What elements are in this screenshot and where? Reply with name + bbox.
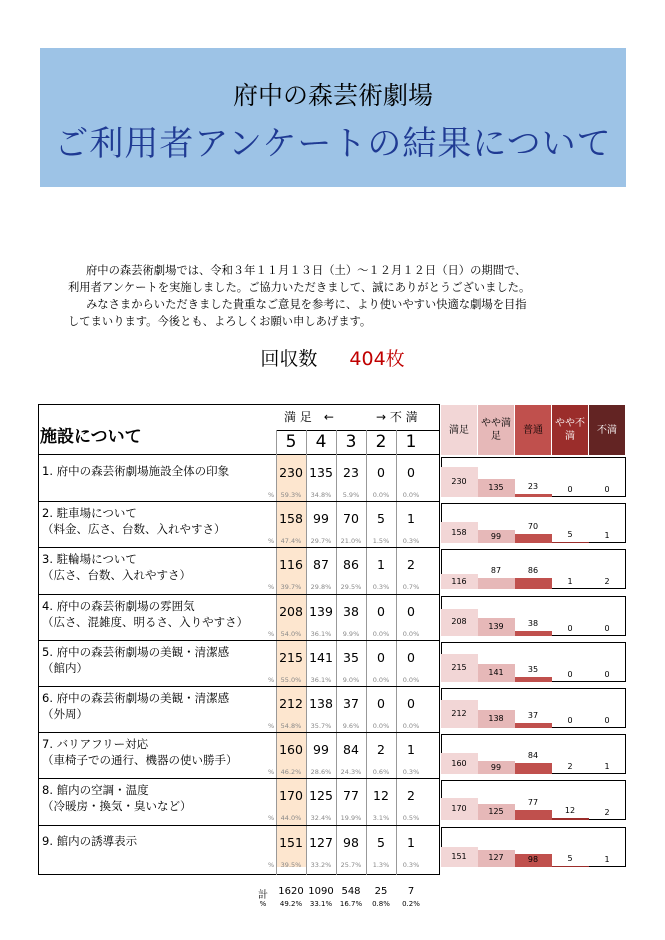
bar-value: 0 bbox=[567, 716, 573, 725]
bar-value: 0 bbox=[567, 669, 573, 679]
score-header: 5 bbox=[285, 432, 297, 452]
count-cell: 116 bbox=[279, 557, 303, 573]
bar-value: 141 bbox=[488, 667, 504, 677]
row-label-line: （車椅子での通行、機器の使い勝手） bbox=[42, 753, 238, 768]
score-header: 4 bbox=[315, 432, 327, 452]
bar-value: 98 bbox=[527, 855, 539, 865]
bar-value: 208 bbox=[451, 617, 467, 627]
total-count: 25 bbox=[374, 886, 388, 897]
count-cell: 1 bbox=[407, 834, 415, 850]
count-cell: 77 bbox=[343, 788, 359, 804]
pct-key: % bbox=[268, 491, 275, 499]
count-cell: 141 bbox=[309, 649, 333, 665]
row-label bbox=[42, 833, 137, 849]
row-label bbox=[42, 505, 226, 537]
row-divider bbox=[38, 640, 440, 641]
bar-value: 0 bbox=[604, 669, 610, 679]
row-label-line: 6. 府中の森芸術劇場の美観・清潔感 bbox=[42, 691, 230, 705]
bar-value: 212 bbox=[451, 709, 467, 718]
pct-cell: 0.6% bbox=[372, 768, 390, 777]
pct-cell: 0.0% bbox=[402, 675, 420, 684]
count-cell: 37 bbox=[343, 696, 359, 711]
pct-cell: 5.9% bbox=[342, 491, 360, 499]
row-label-line: （外周） bbox=[42, 707, 88, 721]
bar-value: 77 bbox=[527, 798, 539, 808]
pct-cell: 0.0% bbox=[372, 629, 390, 638]
total-pct-label: % bbox=[259, 900, 267, 908]
legend-item: やや満足 bbox=[478, 405, 514, 455]
bar-value: 0 bbox=[567, 485, 573, 494]
count-cell: 99 bbox=[313, 742, 329, 758]
row-divider bbox=[38, 547, 440, 548]
bar-value: 139 bbox=[488, 621, 504, 631]
collection-label: 回収数 bbox=[260, 348, 318, 370]
count-cell: 84 bbox=[343, 742, 359, 758]
row-label-line: （冷暖房・換気・臭いなど） bbox=[42, 799, 192, 814]
bar-value: 138 bbox=[488, 714, 504, 723]
count-cell: 139 bbox=[309, 603, 333, 619]
bar-value: 0 bbox=[567, 623, 573, 633]
pct-cell: 9.6% bbox=[342, 722, 360, 730]
pct-cell: 0.0% bbox=[402, 629, 420, 638]
bar-value: 87 bbox=[490, 566, 502, 576]
pct-cell: 21.0% bbox=[340, 537, 362, 546]
pct-cell: 33.2% bbox=[310, 860, 332, 869]
count-cell: 98 bbox=[343, 834, 359, 850]
count-cell: 5 bbox=[377, 834, 385, 850]
count-cell: 0 bbox=[407, 465, 415, 480]
pct-cell: 0.0% bbox=[372, 491, 390, 499]
row-label-line: 9. 館内の誘導表示 bbox=[42, 833, 138, 848]
bar-3 bbox=[515, 677, 552, 682]
row-label-line: 4. 府中の森芸術劇場の雰囲気 bbox=[42, 598, 195, 613]
row-divider bbox=[38, 501, 440, 502]
row-label-line: （広さ、混雑度、明るさ、入りやすさ） bbox=[42, 614, 249, 629]
pct-cell: 25.7% bbox=[340, 860, 362, 869]
pct-cell: 3.1% bbox=[372, 814, 390, 823]
total-count: 1620 bbox=[278, 886, 304, 897]
row-divider bbox=[38, 825, 440, 826]
pct-key: % bbox=[268, 583, 275, 592]
count-cell: 125 bbox=[309, 788, 333, 804]
bar-value: 2 bbox=[604, 577, 610, 587]
bar-value: 0 bbox=[604, 716, 610, 725]
row-divider bbox=[38, 594, 440, 595]
bar-value: 230 bbox=[451, 477, 467, 486]
legend-item: 満足 bbox=[441, 405, 477, 455]
pct-cell: 19.9% bbox=[340, 814, 362, 823]
row-label-line: 8. 館内の空調・温度 bbox=[42, 783, 149, 798]
count-cell: 0 bbox=[377, 603, 385, 619]
bar-value: 160 bbox=[451, 758, 467, 768]
bar-value: 38 bbox=[527, 618, 539, 628]
intro-line: 府中の森芸術劇場では、令和３年１１月１３日（土）～１２月１２日（日）の期間で、 bbox=[86, 264, 527, 277]
pct-key: % bbox=[268, 722, 275, 730]
total-count: 548 bbox=[341, 886, 361, 897]
bar-3 bbox=[515, 763, 552, 774]
pct-cell: 46.2% bbox=[280, 768, 302, 777]
pct-cell: 36.1% bbox=[310, 629, 332, 638]
pct-cell: 0.7% bbox=[402, 583, 420, 592]
count-cell: 35 bbox=[343, 649, 359, 665]
row-label bbox=[42, 551, 191, 583]
count-cell: 160 bbox=[279, 742, 303, 758]
bar-value: 215 bbox=[451, 662, 467, 672]
bar-value: 1 bbox=[604, 762, 610, 772]
count-cell: 5 bbox=[377, 511, 385, 527]
bar-value: 12 bbox=[564, 806, 576, 816]
pct-cell: 39.7% bbox=[280, 583, 302, 592]
pct-cell: 54.0% bbox=[280, 629, 302, 638]
row-label bbox=[42, 598, 248, 630]
pct-cell: 0.5% bbox=[402, 814, 420, 823]
collection-value: 404枚 bbox=[349, 348, 405, 370]
bar-value: 5 bbox=[567, 530, 573, 540]
count-cell: 212 bbox=[279, 696, 303, 711]
pct-cell: 0.3% bbox=[402, 768, 420, 777]
scale-left: 満 足 ← bbox=[284, 410, 334, 424]
total-label: 計 bbox=[258, 890, 268, 901]
row-label bbox=[42, 690, 229, 722]
pct-key: % bbox=[268, 768, 275, 777]
count-cell: 2 bbox=[377, 742, 385, 758]
count-cell: 215 bbox=[279, 649, 303, 665]
row-divider bbox=[38, 732, 440, 733]
pct-cell: 35.7% bbox=[310, 722, 332, 730]
row-label bbox=[42, 782, 192, 814]
bar-4 bbox=[552, 542, 589, 543]
count-cell: 86 bbox=[343, 557, 359, 573]
bar-value: 84 bbox=[527, 751, 539, 761]
legend-item: やや不満 bbox=[552, 405, 588, 455]
bar-value: 158 bbox=[451, 527, 467, 537]
row-label-line: （広さ、台数、入れやすさ） bbox=[42, 568, 192, 583]
row-label-line: 7. バリアフリー対応 bbox=[42, 737, 149, 752]
bar-4 bbox=[552, 818, 589, 820]
score-divider bbox=[276, 430, 440, 431]
bar-value: 2 bbox=[567, 762, 573, 772]
count-cell: 0 bbox=[407, 603, 415, 619]
count-cell: 208 bbox=[279, 603, 303, 619]
count-cell: 23 bbox=[343, 465, 359, 480]
bar-value: 170 bbox=[451, 804, 467, 814]
pct-key: % bbox=[268, 629, 275, 638]
bar-value: 1 bbox=[567, 577, 573, 587]
pct-cell: 44.0% bbox=[280, 814, 302, 823]
bar-value: 151 bbox=[451, 851, 467, 861]
bar-value: 135 bbox=[488, 483, 504, 492]
bar-value: 125 bbox=[488, 807, 504, 817]
survey-title: ご利用者アンケートの結果について bbox=[54, 124, 612, 164]
scale-right: → 不 満 bbox=[376, 410, 418, 424]
bar-2 bbox=[478, 578, 515, 589]
count-cell: 70 bbox=[343, 511, 359, 527]
pct-cell: 24.3% bbox=[340, 768, 362, 777]
bar-value: 127 bbox=[488, 853, 504, 863]
pct-cell: 29.8% bbox=[310, 583, 332, 592]
count-cell: 151 bbox=[279, 834, 303, 850]
row-label-line: （館内） bbox=[42, 660, 88, 675]
pct-cell: 0.0% bbox=[372, 722, 390, 730]
pct-cell: 1.5% bbox=[372, 537, 390, 546]
score-header: 2 bbox=[375, 432, 387, 452]
header-divider bbox=[38, 454, 440, 455]
row-label-line: （料金、広さ、台数、入れやすさ） bbox=[42, 522, 226, 537]
pct-key: % bbox=[268, 860, 275, 869]
pct-cell: 28.6% bbox=[310, 768, 332, 777]
count-cell: 230 bbox=[279, 465, 303, 480]
bar-3 bbox=[515, 810, 552, 820]
bar-value: 116 bbox=[451, 576, 467, 586]
count-cell: 38 bbox=[343, 603, 359, 619]
pct-key: % bbox=[268, 675, 275, 684]
bar-value: 2 bbox=[604, 808, 610, 818]
count-cell: 1 bbox=[377, 557, 385, 573]
bar-3 bbox=[515, 631, 552, 636]
bar-value: 99 bbox=[490, 531, 502, 541]
pct-cell: 39.5% bbox=[280, 860, 302, 869]
count-cell: 99 bbox=[313, 511, 329, 527]
pct-cell: 36.1% bbox=[310, 675, 332, 684]
intro-text bbox=[68, 262, 608, 330]
venue-title: 府中の森芸術劇場 bbox=[232, 81, 433, 110]
pct-cell: 0.0% bbox=[402, 491, 420, 499]
pct-cell: 0.0% bbox=[372, 675, 390, 684]
pct-cell: 55.0% bbox=[280, 675, 302, 684]
score-header: 3 bbox=[345, 432, 357, 452]
total-pct: 49.2% bbox=[279, 900, 303, 908]
score-header: 1 bbox=[405, 432, 417, 452]
count-cell: 0 bbox=[407, 696, 415, 711]
total-count: 7 bbox=[407, 886, 415, 897]
bar-value: 37 bbox=[527, 711, 539, 720]
row-label bbox=[42, 463, 229, 479]
pct-cell: 34.8% bbox=[310, 491, 332, 499]
bar-value: 99 bbox=[490, 762, 502, 772]
pct-key: % bbox=[268, 814, 275, 823]
row-label-line: 5. 府中の森芸術劇場の美観・清潔感 bbox=[42, 644, 230, 659]
count-cell: 0 bbox=[377, 465, 385, 480]
intro-line: 利用者アンケートを実施しました。ご協力いただきまして、誠にありがとうございました。 bbox=[68, 281, 531, 294]
pct-cell: 29.5% bbox=[340, 583, 362, 592]
count-cell: 0 bbox=[377, 649, 385, 665]
pct-cell: 0.3% bbox=[402, 537, 420, 546]
bar-value: 1 bbox=[604, 854, 610, 864]
count-cell: 12 bbox=[373, 788, 389, 804]
bar-value: 23 bbox=[527, 482, 539, 491]
row-label bbox=[42, 736, 238, 768]
bar-value: 0 bbox=[604, 485, 610, 494]
pct-cell: 9.9% bbox=[342, 629, 360, 638]
bar-value: 1 bbox=[604, 531, 610, 541]
bar-value: 86 bbox=[527, 566, 539, 576]
count-cell: 170 bbox=[279, 788, 303, 804]
row-label-line: 3. 駐輪場について bbox=[42, 552, 137, 567]
total-pct: 33.1% bbox=[309, 900, 333, 908]
table-title: 施設について bbox=[40, 427, 142, 447]
title-banner bbox=[40, 48, 626, 187]
intro-line: みなさまからいただきました貴重なご意見を参考に、より使いやすい快適な劇場を目指 bbox=[86, 298, 527, 311]
bar-3 bbox=[515, 534, 552, 543]
bar-3 bbox=[515, 578, 552, 589]
count-cell: 2 bbox=[407, 788, 415, 804]
count-cell: 1 bbox=[407, 742, 415, 758]
count-cell: 127 bbox=[309, 834, 333, 850]
row-label-line: 1. 府中の森芸術劇場施設全体の印象 bbox=[42, 464, 230, 478]
count-cell: 0 bbox=[377, 696, 385, 711]
total-pct: 16.7% bbox=[339, 900, 363, 908]
bar-4 bbox=[552, 866, 589, 867]
row-divider bbox=[38, 686, 440, 687]
bar-value: 70 bbox=[527, 522, 539, 532]
count-cell: 87 bbox=[313, 557, 329, 573]
collection-count bbox=[0, 344, 665, 371]
total-pct: 0.8% bbox=[372, 900, 390, 908]
row-label bbox=[42, 644, 229, 676]
bar-3 bbox=[515, 494, 552, 497]
bar-3 bbox=[515, 723, 552, 728]
bar-value: 5 bbox=[567, 853, 573, 863]
bar-value: 35 bbox=[527, 664, 539, 674]
pct-cell: 54.8% bbox=[280, 722, 302, 730]
pct-cell: 1.3% bbox=[372, 860, 390, 869]
pct-cell: 32.4% bbox=[310, 814, 332, 823]
pct-cell: 47.4% bbox=[280, 537, 302, 546]
pct-cell: 0.3% bbox=[402, 860, 420, 869]
count-cell: 138 bbox=[309, 696, 333, 711]
pct-key: % bbox=[268, 537, 275, 546]
count-cell: 158 bbox=[279, 511, 303, 527]
pct-cell: 9.0% bbox=[342, 675, 360, 684]
total-count: 1090 bbox=[308, 886, 334, 897]
legend-item: 不満 bbox=[589, 405, 625, 455]
row-label-line: 2. 駐車場について bbox=[42, 506, 137, 521]
pct-cell: 59.3% bbox=[280, 491, 302, 499]
count-cell: 0 bbox=[407, 649, 415, 665]
pct-cell: 0.3% bbox=[372, 583, 390, 592]
pct-cell: 29.7% bbox=[310, 537, 332, 546]
pct-cell: 0.0% bbox=[402, 722, 420, 730]
legend-item: 普通 bbox=[515, 405, 551, 455]
count-cell: 2 bbox=[407, 557, 415, 573]
count-cell: 135 bbox=[309, 465, 333, 480]
count-cell: 1 bbox=[407, 511, 415, 527]
intro-line: してまいります。今後とも、よろしくお願い申しあげます。 bbox=[68, 315, 372, 328]
bar-value: 0 bbox=[604, 623, 610, 633]
total-pct: 0.2% bbox=[402, 900, 420, 908]
row-divider bbox=[38, 778, 440, 779]
